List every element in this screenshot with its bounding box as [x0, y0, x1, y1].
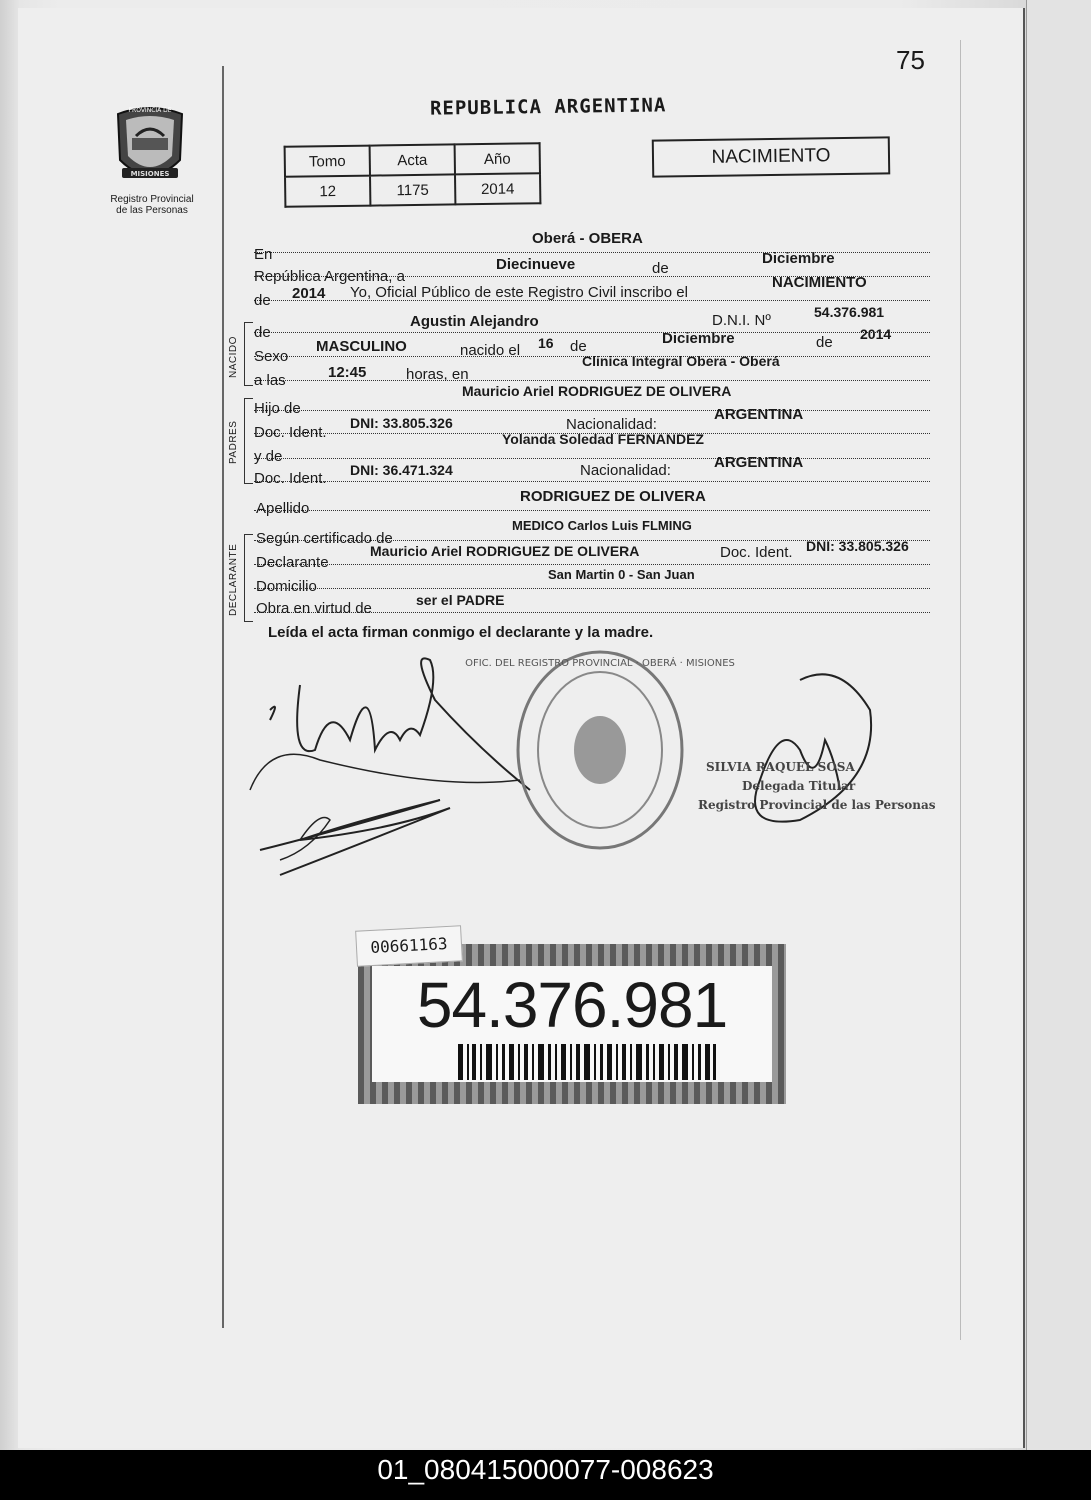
record-header-acta: Acta: [370, 144, 455, 175]
dni-sticker-panel: [372, 966, 772, 1082]
value-day-words: Diecinueve: [496, 256, 576, 273]
label-nacido-el: nacido el: [460, 342, 521, 359]
value-place: Oberá - OBERA: [532, 230, 643, 247]
label-de-year: de: [254, 292, 271, 309]
official-stamp-office: Registro Provincial de las Personas: [698, 798, 936, 812]
value-mother-nationality: ARGENTINA: [714, 454, 804, 471]
value-mother-doc: DNI: 36.471.324: [350, 462, 453, 478]
section-padres: PADRES: [228, 420, 239, 464]
value-month: Diciembre: [762, 250, 835, 267]
label-nacionalidad-father: Nacionalidad:: [566, 416, 657, 433]
value-birth-place: Clinica Integral Obera - Oberá: [582, 353, 780, 369]
label-yo-oficial: Yo, Oficial Público de este Registro Civil inscribo el: [350, 284, 688, 301]
seal-text: OFIC. DEL REGISTRO PROVINCIAL · OBERÁ · MISIONES: [465, 658, 735, 669]
label-doc-ident-declarant: Doc. Ident.: [720, 544, 793, 561]
value-year: 2014: [292, 285, 326, 302]
value-certificate: MEDICO Carlos Luis FLMING: [512, 518, 692, 533]
label-doc-ident-mother: Doc. Ident.: [254, 470, 327, 487]
act-type-box: NACIMIENTO: [652, 136, 891, 177]
nacido-bracket: [244, 322, 253, 386]
label-sexo: Sexo: [254, 348, 289, 365]
declarant-signature: [270, 658, 530, 790]
label-doc-ident-father: Doc. Ident.: [254, 424, 327, 441]
record-value-tomo: 12: [285, 176, 370, 207]
section-declarante: DECLARANTE: [228, 543, 239, 616]
record-header-anio: Año: [455, 143, 540, 174]
emblem-bottom-text: MISIONES: [130, 170, 170, 178]
value-dni: 54.376.981: [814, 304, 885, 320]
official-stamp-role: Delegada Titular: [742, 779, 856, 793]
value-birth-day: 16: [538, 335, 554, 351]
value-declarant: Mauricio Ariel RODRIGUEZ DE OLIVERA: [370, 543, 640, 559]
document-title: REPUBLICA ARGENTINA: [429, 94, 667, 120]
label-declarante: Declarante: [256, 554, 329, 571]
official-seal: [465, 652, 735, 848]
padres-bracket: [244, 398, 253, 484]
value-father-doc: DNI: 33.805.326: [350, 415, 453, 431]
value-birth-year: 2014: [860, 326, 892, 342]
value-capacity: ser el PADRE: [416, 592, 505, 608]
record-header-tomo: Tomo: [285, 146, 370, 177]
dni-sticker-number: 54.376.981: [416, 969, 728, 1041]
value-name: Agustin Alejandro: [410, 313, 539, 330]
value-father: Mauricio Ariel RODRIGUEZ DE OLIVERA: [462, 383, 732, 399]
value-surname: RODRIGUEZ DE OLIVERA: [520, 488, 706, 505]
value-mother: Yolanda Soledad FERNANDEZ: [502, 431, 704, 447]
page-number: 75: [896, 45, 925, 75]
label-apellido: Apellido: [256, 500, 310, 517]
value-birth-month: Diciembre: [662, 330, 735, 347]
value-address: San Martin 0 - San Juan: [548, 567, 695, 582]
value-sex: MASCULINO: [316, 338, 407, 355]
label-dni: D.N.I. Nº: [712, 312, 771, 329]
official-stamp: [698, 758, 936, 815]
label-segun-certificado: Según certificado de: [256, 530, 393, 547]
record-value-acta: 1175: [370, 174, 455, 205]
registry-label-line1: Registro Provincial: [110, 194, 194, 205]
value-time: 12:45: [328, 364, 367, 381]
label-hijo-de: Hijo de: [254, 400, 301, 417]
barcode-icon: [458, 1044, 716, 1080]
label-de-name: de: [254, 324, 271, 341]
scan-footer-id: 01_080415000077-008623: [0, 1450, 1091, 1500]
serial-number: 00661163: [355, 925, 463, 966]
value-act: NACIMIENTO: [772, 274, 867, 291]
registry-label-line2: de las Personas: [116, 205, 188, 216]
label-de-day: de: [570, 338, 587, 355]
label-domicilio: Domicilio: [256, 578, 317, 595]
emblem-top-text: PROVINCIA DE: [128, 107, 172, 114]
closing-statement: Leída el acta firman conmigo el declarante y la madre.: [268, 624, 654, 641]
mother-signature: [260, 800, 450, 875]
section-nacido: NACIDO: [228, 336, 239, 378]
official-stamp-name: SILVIA RAQUEL SOSA: [706, 760, 855, 774]
label-de: de: [652, 260, 669, 277]
declarante-bracket: [244, 534, 253, 622]
label-obra-en-virtud: Obra en virtud de: [256, 600, 372, 617]
record-value-anio: 2014: [455, 173, 540, 204]
label-en: En: [254, 246, 273, 263]
label-a-las: a las: [254, 372, 286, 389]
dni-sticker: [358, 944, 786, 1104]
value-father-nationality: ARGENTINA: [714, 406, 804, 423]
label-y-de: y de: [254, 448, 283, 465]
value-declarant-doc: DNI: 33.805.326: [806, 538, 909, 554]
label-nacionalidad-mother: Nacionalidad:: [580, 462, 671, 479]
label-de-birth-year: de: [816, 334, 833, 351]
label-republica: República Argentina, a: [254, 268, 405, 285]
label-horas-en: horas, en: [406, 366, 469, 383]
